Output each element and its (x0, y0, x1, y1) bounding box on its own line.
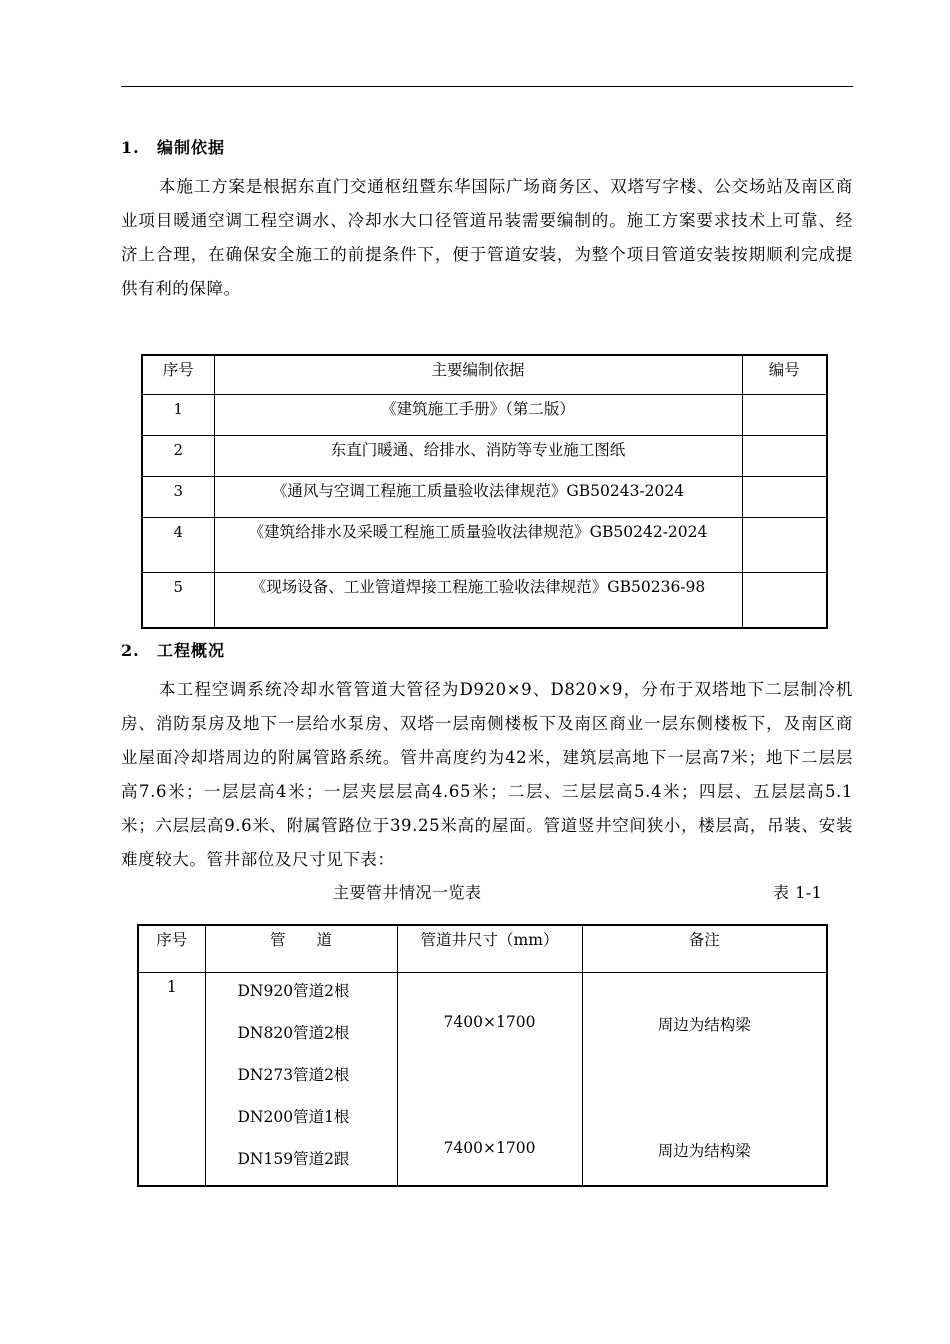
table-row (142, 477, 827, 518)
table-2-title: 主要管井情况一览表 (333, 883, 482, 902)
row-basis: 《通风与空调工程施工质量验收法律规范》GB50243-2024 (214, 477, 742, 518)
header-seq: 序号 (138, 925, 205, 973)
table-row (142, 573, 827, 629)
row-basis: 《建筑给排水及采暖工程施工质量验收法律规范》GB50242-2024 (214, 518, 742, 573)
shaft-size: 7400×1700 (443, 1139, 536, 1157)
note-cell (582, 973, 827, 1187)
table-row (142, 518, 827, 573)
header-basis: 主要编制依据 (214, 355, 742, 395)
pipe-item: DN159管道2跟 (237, 1150, 350, 1168)
pipe-list (205, 973, 397, 1187)
row-basis: 《现场设备、工业管道焊接工程施工验收法律规范》GB50236-98 (214, 573, 742, 629)
shaft-size: 7400×1700 (443, 1013, 536, 1031)
shaft-table (137, 924, 828, 1187)
row-seq: 4 (142, 518, 214, 573)
row-code (742, 477, 827, 518)
section-2-paragraph: 本工程空调系统冷却水管管道大管径为D920×9、D820×9，分布于双塔地下二层制冷机房、消防泵房及地下一层给水泵房、双塔一层南侧楼板下及南区商业一层东侧楼板下，及南区商业屋面冷却塔周边的附属管路系统。管井高度约为42米，建筑层高地下一层高7米；地下二层层高7.6米；一层层高4米；一层夹层层高4.65米；二层、三层层高5.4米；四层、五层层高5.1米；六层层高9.6米、附属管路位于39.25米高的屋面。管道竖井空间狭小，楼层高，吊装、安装难度较大。管井部位及尺寸见下表： (121, 680, 853, 869)
row-basis: 《建筑施工手册》（第二版） (214, 395, 742, 436)
row-code (742, 573, 827, 629)
section-1-number: 1. (121, 138, 140, 157)
header-note: 备注 (582, 925, 827, 973)
table-row (142, 395, 827, 436)
header-seq: 序号 (142, 355, 214, 395)
basis-table (141, 354, 828, 629)
pipe-item: DN273管道2根 (237, 1066, 350, 1084)
table-row (138, 973, 827, 1187)
table-header-row (138, 925, 827, 973)
header-size: 管道井尺寸（mm） (397, 925, 582, 973)
row-seq: 5 (142, 573, 214, 629)
section-1-title: 编制依据 (157, 138, 226, 157)
row-seq: 2 (142, 436, 214, 477)
section-1-paragraph: 本施工方案是根据东直门交通枢纽暨东华国际广场商务区、双塔写字楼、公交场站及南区商业项目暖通空调工程空调水、冷却水大口径管道吊装需要编制的。施工方案要求技术上可靠、经济上合理，在确保安全施工的前提条件下，便于管道安装，为整个项目管道安装按期顺利完成提供有利的保障。 (121, 177, 853, 298)
size-cell (397, 973, 582, 1187)
table-2-label: 表 1-1 (773, 883, 823, 902)
row-code (742, 395, 827, 436)
header-pipe: 管 道 (205, 925, 397, 973)
section-1-heading (121, 135, 225, 158)
row-seq: 1 (142, 395, 214, 436)
row-basis: 东直门暖通、给排水、消防等专业施工图纸 (214, 436, 742, 477)
pipe-item: DN820管道2根 (237, 1024, 350, 1042)
row-code (742, 518, 827, 573)
shaft-note: 周边为结构梁 (657, 1142, 751, 1160)
header-rule (121, 86, 853, 87)
shaft-note: 周边为结构梁 (657, 1016, 751, 1034)
row-seq: 3 (142, 477, 214, 518)
table-row (142, 436, 827, 477)
section-2-number: 2. (121, 641, 140, 660)
table-header-row (142, 355, 827, 395)
section-2-heading (121, 638, 225, 661)
header-code: 编号 (742, 355, 827, 395)
section-2-title: 工程概况 (157, 641, 226, 660)
row-seq: 1 (138, 973, 205, 1187)
pipe-item: DN920管道2根 (237, 982, 350, 1000)
pipe-item: DN200管道1根 (237, 1108, 350, 1126)
row-code (742, 436, 827, 477)
